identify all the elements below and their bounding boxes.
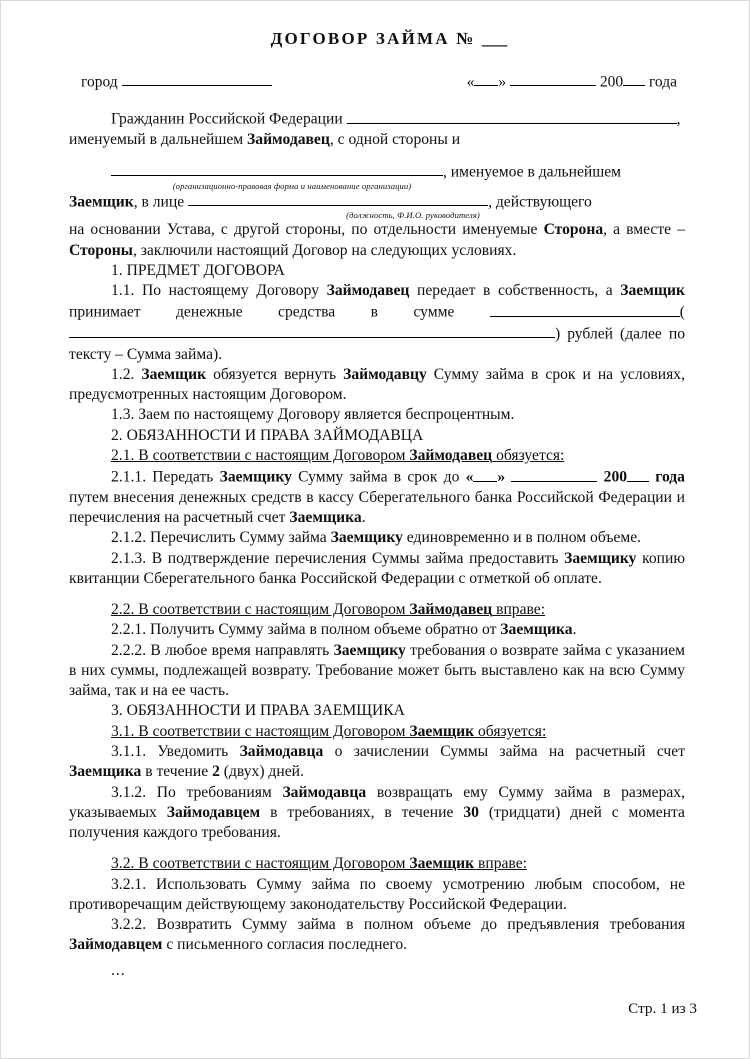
clause-2-2-lender: Займодавец bbox=[409, 601, 493, 619]
clause-3-2-text-b: вправе: bbox=[478, 855, 527, 873]
clause-1-2 bbox=[69, 365, 685, 406]
final-text-c: , заключили настоящий Договор на следующих условиях. bbox=[132, 241, 517, 259]
clause-2-2-2-text-b: требования о возврате займа с указанием в них суммы, подлежащей возврату. Требование может быть выставлено как на всю Сумму займа, так и на ее часть. bbox=[69, 641, 685, 700]
clause-2-1-1-text-c: путем внесения денежных средств в кассу Сберегательного банка Российской Федерации и перечисления на расчетный счет bbox=[69, 488, 685, 527]
clause-2-1-1-borrower: Заемщику bbox=[219, 468, 292, 486]
citizen-name-blank bbox=[347, 108, 677, 123]
clause-2-1-3-borrower: Заемщику bbox=[564, 549, 637, 567]
clause-3-1-2 bbox=[69, 783, 685, 844]
city-label: город bbox=[81, 73, 118, 91]
clause-2-1-1-text-a: 2.1.1. Передать bbox=[111, 468, 214, 486]
clause-2-1 bbox=[69, 446, 685, 466]
final-text-b: , а вместе – bbox=[603, 221, 685, 239]
loan-amount-words-blank bbox=[69, 323, 555, 338]
clause-2-2-1 bbox=[69, 620, 685, 640]
clause-3-1-2-lender-2: Займодавцем bbox=[166, 803, 261, 821]
city-blank bbox=[122, 71, 272, 86]
clause-3-1-1-text-d: (двух) дней. bbox=[223, 763, 304, 781]
clause-2-2-text-a: 2.2. В соответствии с настоящим Договором bbox=[111, 601, 406, 619]
clause-2-1-1-text-d: . bbox=[361, 509, 366, 527]
clause-2-1-1-year: 200 bbox=[603, 468, 628, 486]
date-year-suffix: года bbox=[648, 73, 677, 91]
clause-1-1-text-a: 1.1. По настоящему Договору bbox=[111, 282, 319, 300]
clause-1-2-text-d: Сумму займа в срок и на условиях, предусмотренных настоящим Договором. bbox=[69, 365, 685, 404]
clause-2-1-1-day-blank bbox=[473, 466, 497, 481]
clause-3-1-2-text-a: 3.1.2. По требованиям bbox=[111, 783, 272, 801]
clause-2-1-1-borrower-2: Заемщика bbox=[289, 509, 362, 527]
date-quote-open: « bbox=[466, 73, 475, 91]
clause-3-2-2-text-a: 3.2.2. Возвратить Сумму займа в полном объеме до предъявления требования bbox=[111, 916, 685, 934]
preamble-borrower-line bbox=[69, 191, 685, 213]
date-month-blank bbox=[510, 71, 596, 86]
clause-2-1-2-borrower: Заемщику bbox=[330, 529, 403, 547]
clause-3-1-2-lender: Займодавца bbox=[282, 783, 367, 801]
clause-2-2-1-borrower: Заемщика bbox=[500, 621, 573, 639]
clause-1-2-borrower: Заемщик bbox=[141, 365, 207, 383]
clause-1-1-text-e: ) рублей (далее по тексту – Сумма займа). bbox=[69, 325, 685, 363]
org-name-blank bbox=[111, 161, 443, 176]
borrower-mid-text: , в лице bbox=[133, 193, 185, 211]
clause-3-1-2-text-b: возвращать ему Сумму займа в размерах, указываемых bbox=[69, 783, 685, 821]
clause-1-1-text-d: принимает денежные средства в сумме bbox=[69, 303, 455, 321]
clause-3-2 bbox=[69, 854, 685, 874]
page-title bbox=[69, 29, 685, 49]
clause-2-2-1-text-a: 2.2.1. Получить Сумму займа в полном объеме обратно от bbox=[111, 621, 497, 639]
final-text-a: на основании Устава, с другой стороны, по отдельности именуемые bbox=[69, 221, 538, 239]
clause-3-1 bbox=[69, 722, 685, 742]
clause-3-1-1 bbox=[69, 742, 685, 783]
clause-2-2 bbox=[69, 600, 685, 620]
director-blank bbox=[188, 191, 488, 206]
document-title-text: ДОГОВОР ЗАЙМА № bbox=[270, 29, 476, 48]
borrower-line-tail: , действующего bbox=[488, 193, 592, 211]
party-term-singular: Сторона bbox=[543, 221, 604, 239]
clause-3-1-text-a: 3.1. В соответствии с настоящим Договором bbox=[111, 722, 406, 740]
section-3-heading: 3. ОБЯЗАННОСТИ И ПРАВА ЗАЕМЩИКА bbox=[111, 702, 405, 720]
clause-3-2-borrower: Заемщик bbox=[409, 855, 475, 873]
borrower-term: Заемщик bbox=[69, 193, 134, 211]
clause-3-2-2-lender: Займодавцем bbox=[69, 936, 163, 954]
citizen-label: Гражданин Российской Федерации bbox=[111, 110, 343, 128]
clause-2-1-3 bbox=[69, 549, 685, 590]
loan-amount-digits-blank bbox=[490, 301, 680, 316]
section-1-heading: 1. ПРЕДМЕТ ДОГОВОРА bbox=[111, 261, 285, 279]
clause-2-1-2 bbox=[69, 528, 685, 548]
city-field bbox=[69, 71, 272, 91]
continuation-ellipsis: ... bbox=[111, 961, 126, 979]
clause-2-1-1-quote-close: » bbox=[497, 468, 506, 486]
clause-2-1-2-text-a: 2.1.2. Перечислить Сумму займа bbox=[111, 529, 327, 547]
contract-number-blank: ___ bbox=[481, 29, 508, 48]
clause-3-2-text-a: 3.2. В соответствии с настоящим Договором bbox=[111, 855, 406, 873]
clause-2-1-1-month-blank bbox=[511, 466, 597, 481]
preamble-lender-line bbox=[69, 130, 685, 150]
clause-3-1-1-borrower: Заемщика bbox=[69, 763, 142, 781]
clause-2-2-2-borrower: Заемщику bbox=[333, 641, 406, 659]
clause-3-1-2-days-number: 30 bbox=[463, 803, 479, 821]
clause-3-1-1-days-number: 2 bbox=[212, 763, 220, 781]
clause-2-2-1-text-b: . bbox=[572, 621, 577, 639]
clause-1-3: 1.3. Заем по настоящему Договору является беспроцентным. bbox=[111, 406, 515, 424]
preamble-citizen-line bbox=[69, 108, 685, 130]
clause-2-1-text-a: 2.1. В соответствии с настоящим Договором bbox=[111, 446, 406, 464]
clause-3-1-1-text-c: в течение bbox=[145, 763, 209, 781]
clause-1-1: 1.1. По настоящему Договору Займодавец передает в собственность, а Заемщик принимает денежные средства в сумме () рублей (далее по тексту – Сумма займа). bbox=[69, 282, 685, 363]
page-footer: Стр. 1 из 3 bbox=[628, 1000, 697, 1017]
director-annotation: (должность, Ф.И.О. руководителя) bbox=[346, 210, 480, 221]
clause-1-2-lender: Займодавцу bbox=[343, 365, 427, 383]
clause-2-1-1-goda: года bbox=[655, 468, 685, 486]
clause-3-1-1-text-a: 3.1.1. Уведомить bbox=[111, 743, 229, 761]
clause-2-2-text-b: вправе: bbox=[496, 601, 546, 619]
clause-3-1-2-text-c: в требованиях, в течение bbox=[270, 803, 454, 821]
preamble-final-line bbox=[69, 220, 685, 261]
clause-3-2-1: 3.2.1. Использовать Сумму займа по своему усмотрению любым способом, не противоречащим действующему законодательству Российской Федерации. bbox=[69, 875, 685, 913]
lender-intro-text: именуемый в дальнейшем bbox=[69, 130, 244, 148]
clause-1-2-text-c: обязуется вернуть bbox=[213, 365, 337, 383]
clause-1-1-text-c: передает в собственность, а bbox=[417, 282, 613, 300]
org-line-tail: , именуемое в дальнейшем bbox=[443, 163, 622, 181]
document-meta-row bbox=[69, 71, 685, 91]
date-field bbox=[467, 71, 685, 91]
clause-2-1-1-quote-open: « bbox=[465, 468, 474, 486]
clause-1-2-number: 1.2. bbox=[111, 365, 135, 383]
clause-2-2-2-text-a: 2.2.2. В любое время направлять bbox=[111, 641, 330, 659]
clause-2-1-lender: Займодавец bbox=[409, 446, 493, 464]
date-day-blank bbox=[474, 71, 498, 86]
clause-2-1-3-text-a: 2.1.3. В подтверждение перечисления Суммы займа предоставить bbox=[111, 549, 559, 567]
party-term-plural: Стороны bbox=[69, 241, 133, 259]
clause-3-1-2-text-d: (тридцати) дней с момента получения каждого требования. bbox=[69, 803, 685, 842]
lender-line-tail: , с одной стороны и bbox=[329, 130, 461, 148]
preamble-org-line bbox=[69, 161, 685, 183]
clause-3-1-1-text-b: о зачислении Суммы займа на расчетный счет bbox=[334, 743, 686, 761]
clause-1-1-lender: Займодавец bbox=[326, 282, 410, 300]
clause-1-1-borrower: Заемщик bbox=[620, 282, 685, 300]
clause-3-2-2-text-b: с письменного согласия последнего. bbox=[166, 936, 408, 954]
clause-2-1-2-text-b: единовременно и в полном объеме. bbox=[406, 529, 642, 547]
section-2-heading: 2. ОБЯЗАННОСТИ И ПРАВА ЗАЙМОДАВЦА bbox=[111, 426, 424, 444]
clause-2-1-1 bbox=[69, 466, 685, 528]
clause-3-1-text-b: обязуется: bbox=[478, 722, 547, 740]
clause-2-1-text-b: обязуется: bbox=[496, 446, 565, 464]
clause-3-1-borrower: Заемщик bbox=[409, 722, 475, 740]
clause-2-1-3-text-b: копию квитанции Сберегательного банка Российской Федерации с отметкой об оплате. bbox=[69, 549, 685, 587]
clause-2-1-1-year-blank bbox=[627, 466, 649, 481]
clause-3-2-2 bbox=[69, 915, 685, 956]
lender-term: Займодавец bbox=[247, 130, 330, 148]
clause-3-1-1-lender: Займодавца bbox=[239, 743, 324, 761]
org-annotation: (организационно-правовая форма и наименование организации) bbox=[172, 180, 412, 191]
document-body bbox=[69, 23, 685, 980]
date-quote-close: » bbox=[498, 73, 507, 91]
date-year-prefix: 200 bbox=[599, 73, 624, 91]
clause-2-1-1-text-b: Сумму займа в срок до bbox=[298, 468, 460, 486]
date-year-blank bbox=[623, 71, 645, 86]
clause-2-2-2 bbox=[69, 641, 685, 702]
citizen-line-tail: , bbox=[676, 110, 681, 128]
